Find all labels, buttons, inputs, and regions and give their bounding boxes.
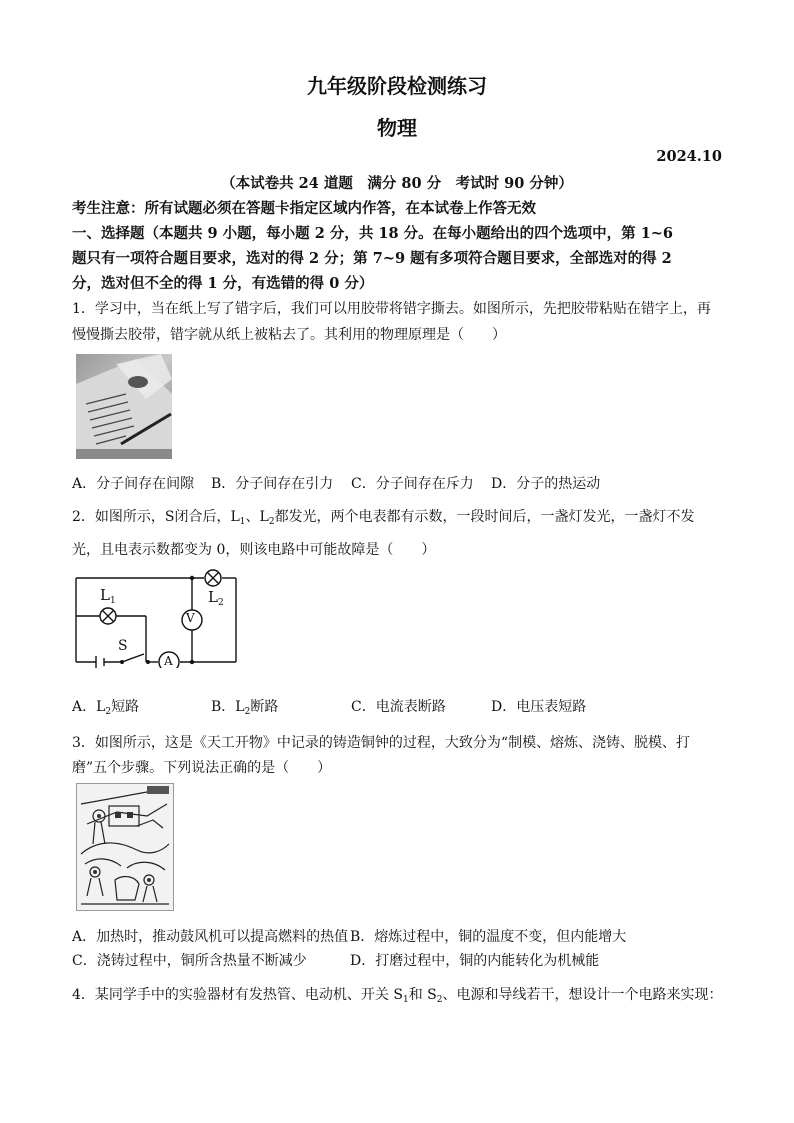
q2-option-d: D．电压表短路 — [491, 699, 587, 715]
q1-photo-tape — [76, 354, 172, 459]
label-voltmeter-v: V — [186, 611, 195, 625]
q1-option-b: B．分子间存在引力 — [211, 476, 334, 492]
q2-option-c: C．电流表断路 — [351, 699, 446, 715]
q3-option-d: D．打磨过程中，铜的内能转化为机械能 — [350, 953, 600, 969]
q4-line1: 4．某同学手中的实验器材有发热管、电动机、开关 $S_1$和 $S_2$、电源和导线若干，想设计一个电路来实现： — [72, 987, 723, 1005]
q2-option-a: A．$L_2$短路 — [72, 699, 140, 717]
q2-line1 — [72, 506, 695, 527]
lamp-l1-icon — [100, 608, 116, 624]
q3-option-c: C．浇铸过程中，铜所含热量不断减少 — [72, 953, 307, 969]
q1-option-c: C．分子间存在斥力 — [351, 476, 474, 492]
q2-sub2: 2 — [268, 517, 275, 527]
q2-option-b: B．$L_2$断路 — [211, 699, 279, 717]
exam-date: 2024.10 — [656, 148, 722, 165]
q2-circuit-diagram — [72, 568, 242, 668]
q3-line1: 3．如图所示，这是《天工开物》中记录的铸造铜钟的过程，大致分为“制模、熔炼、浇铸、脱模、打 — [72, 735, 691, 751]
q2-line1-b: 、L — [245, 509, 269, 525]
q3-woodcut-illustration — [76, 783, 174, 911]
q2-line2: 光，且电表示数都变为 0，则该电路中可能故障是（ ） — [72, 542, 436, 558]
page-title: 九年级阶段检测练习 — [307, 74, 487, 98]
q1-option-a: A．分子间存在间隙 — [72, 476, 195, 492]
q2-line1-a: 2．如图所示，S闭合后，L — [72, 509, 240, 525]
label-ammeter-a: A — [164, 654, 173, 668]
q2-sub1: 1 — [239, 517, 246, 527]
label-l2: $L_2$ — [208, 588, 224, 608]
subject-title: 物理 — [377, 116, 417, 140]
exam-notice: 考生注意：所有试题必须在答题卡指定区域内作答，在本试卷上作答无效 — [72, 200, 536, 217]
lamp-l2-icon — [205, 570, 221, 586]
q3-option-b: B．熔炼过程中，铜的温度不变，但内能增大 — [350, 929, 627, 945]
section1-line2: 题只有一项符合题目要求，选对的得 2 分；第 7~9 题有多项符合题目要求，全部选对的得 2 — [72, 250, 672, 267]
label-l1: $L_1$ — [100, 586, 116, 606]
section1-line3: 分，选对但不全的得 1 分，有选错的得 0 分） — [72, 275, 374, 292]
exam-info: （本试卷共 24 道题 满分 80 分 考试时 90 分钟） — [221, 175, 573, 192]
label-switch-s: S — [118, 638, 128, 654]
q1-line1: 1．学习中，当在纸上写了错字后，我们可以用胶带将错字撕去。如图所示，先把胶带粘贴在错字上，再 — [72, 301, 711, 317]
q1-line2: 慢慢撕去胶带，错字就从纸上被粘去了。其利用的物理原理是（ ） — [72, 327, 506, 343]
q1-option-d: D．分子的热运动 — [491, 476, 601, 492]
q3-option-a: A．加热时，推动鼓风机可以提高燃料的热值 — [72, 929, 349, 945]
section1-line1: 一、选择题（本题共 9 小题，每小题 2 分，共 18 分。在每小题给出的四个选项中，第 1~6 — [72, 225, 674, 242]
q3-line2: 磨”五个步骤。下列说法正确的是（ ） — [72, 760, 332, 776]
q2-line1-c: 都发光，两个电表都有示数，一段时间后，一盏灯发光，一盏灯不发 — [274, 509, 695, 525]
